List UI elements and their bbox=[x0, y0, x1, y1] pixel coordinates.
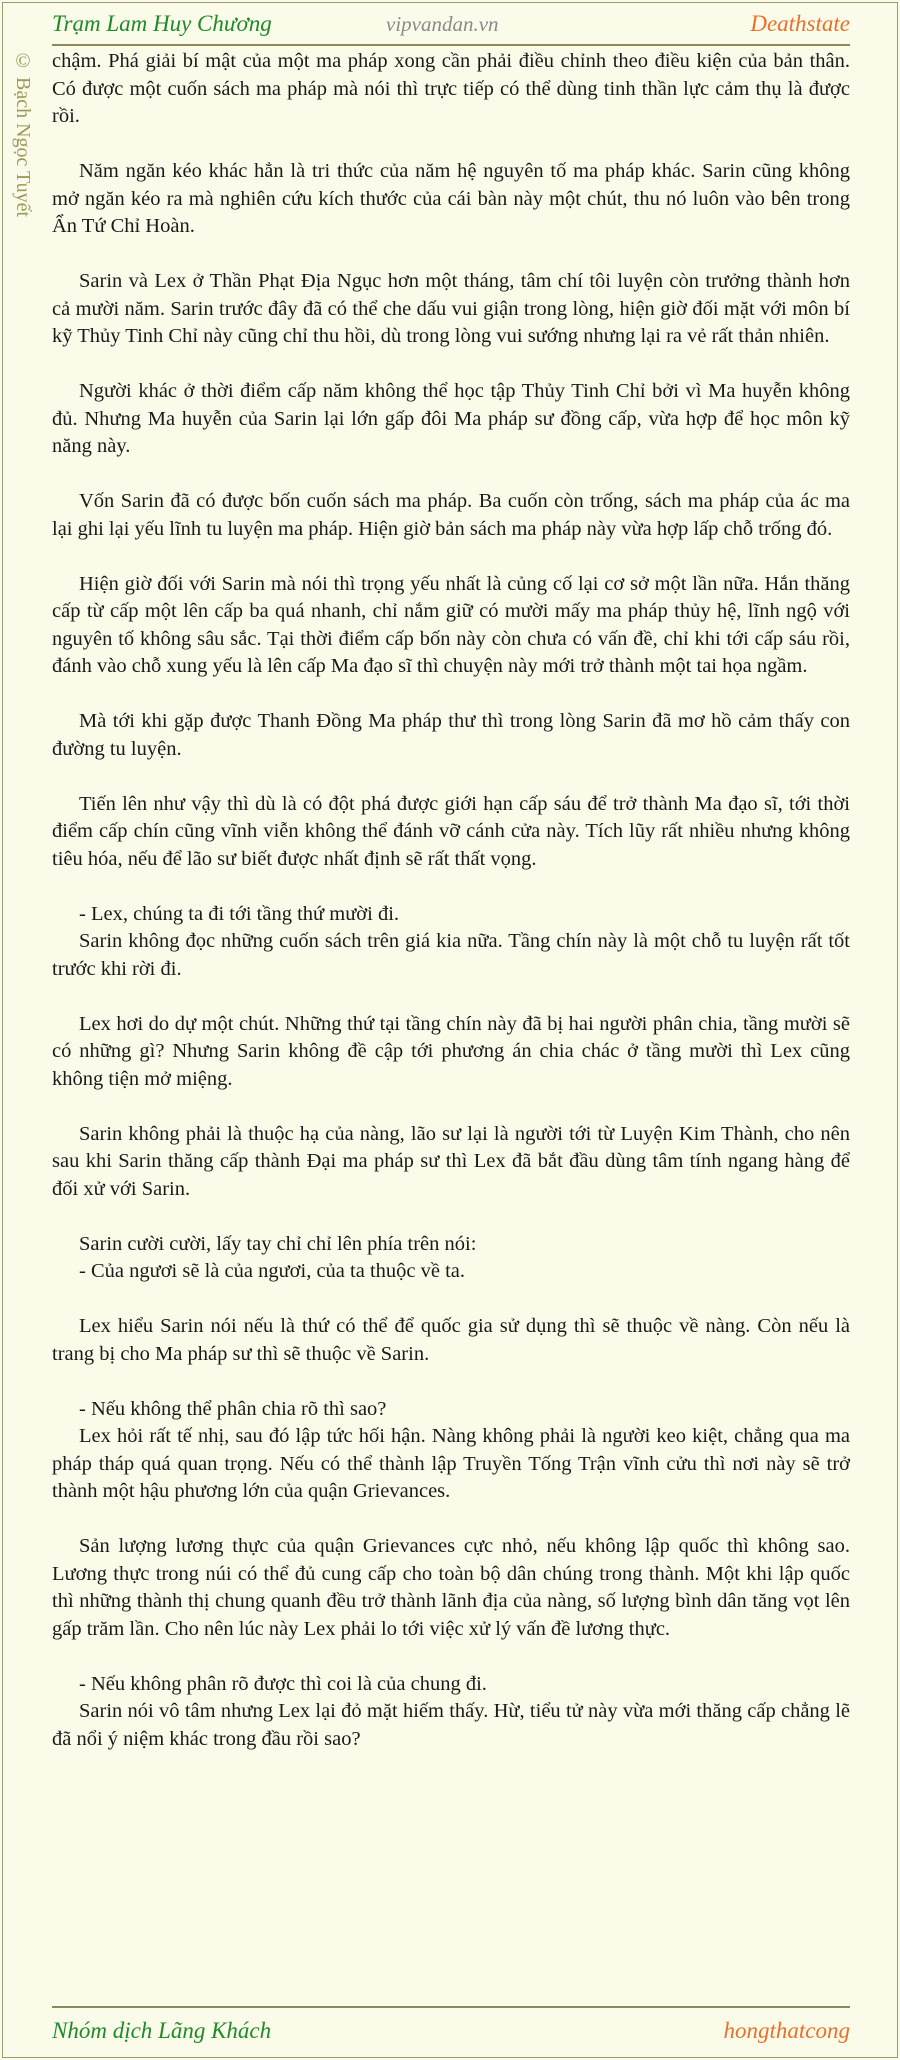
header-site-url[interactable]: vipvandan.vn bbox=[386, 12, 499, 36]
paragraph: Lex hiểu Sarin nói nếu là thứ có thể để quốc gia sử dụng thì sẽ thuộc về nàng. Còn nếu là trang bị cho Ma pháp sư thì sẽ thuộc về Sarin. bbox=[52, 1315, 850, 1365]
header-author: Deathstate bbox=[750, 11, 850, 36]
paragraph: Sarin nói vô tâm nhưng Lex lại đỏ mặt hiếm thấy. Hừ, tiểu tử này vừa mới thăng cấp chẳng lẽ đã nổi ý niệm khác trong đầu rồi sao? bbox=[52, 1700, 850, 1750]
paragraph: Lex hỏi rất tế nhị, sau đó lập tức hối hận. Nàng không phải là người keo kiệt, chẳng qua ma pháp tháp quá quan trọng. Nếu có thể thành lập Truyền Tống Trận vĩnh cửu thì nơi này sẽ trở thành một hậu phương lớn của quận Grievances. bbox=[52, 1425, 850, 1502]
paragraph: Sản lượng lương thực của quận Grievances cực nhỏ, nếu không lập quốc thì không sao. Lương thực trong núi có thể đủ cung cấp cho toàn bộ dân chúng trong thành. Một khi lập quốc thì những thành thị chung quanh đều trở thành lãnh địa của nàng, số lượng bình dân tăng vọt lên gấp trăm lần. Cho nên lúc này Lex phải lo tới việc xử lý vấn đề lương thực. bbox=[52, 1535, 850, 1640]
footer-translation-group: Nhóm dịch Lãng Khách bbox=[52, 2018, 272, 2043]
chapter-text bbox=[52, 48, 850, 1753]
paragraph: chậm. Phá giải bí mật của một ma pháp xong cần phải điều chỉnh theo điều kiện của bản thân. Có được một cuốn sách ma pháp mà nói thì trực tiếp có thể dùng tinh thần lực cảm thụ là được rồi. bbox=[52, 50, 850, 127]
paragraph: Năm ngăn kéo khác hẳn là tri thức của năm hệ nguyên tố ma pháp khác. Sarin cũng không mở ngăn kéo ra mà nghiên cứu kích thước của cái bàn này một chút, thu nó luôn vào bên trong Ẩn Tứ Chỉ Hoàn. bbox=[52, 160, 850, 237]
paragraph: Vốn Sarin đã có được bốn cuốn sách ma pháp. Ba cuốn còn trống, sách ma pháp của ác ma lại ghi lại yếu lĩnh tu luyện ma pháp. Hiện giờ bản sách ma pháp này vừa hợp lấp chỗ trống đó. bbox=[52, 490, 850, 540]
dialogue-line: - Lex, chúng ta đi tới tầng thứ mười đi. bbox=[79, 902, 400, 925]
paragraph: Sarin không đọc những cuốn sách trên giá kia nữa. Tầng chín này là một chỗ tu luyện rất tốt trước khi rời đi. bbox=[52, 930, 850, 980]
dialogue-line: - Nếu không thể phân chia rõ thì sao? bbox=[79, 1397, 387, 1420]
dialogue-line: - Của ngươi sẽ là của ngươi, của ta thuộc về ta. bbox=[79, 1260, 466, 1282]
paragraph: Mà tới khi gặp được Thanh Đồng Ma pháp thư thì trong lòng Sarin đã mơ hồ cảm thấy con đường tu luyện. bbox=[52, 710, 850, 760]
side-copyright-credit: © Bạch Ngọc Tuyết bbox=[12, 50, 34, 217]
paragraph: Tiến lên như vậy thì dù là có đột phá được giới hạn cấp sáu để trở thành Ma đạo sĩ, tới thời điểm cấp chín cũng vĩnh viễn không thể đánh vỡ cánh cửa này. Tích lũy rất nhiều nhưng không tiêu hóa, nếu để lão sư biết được nhất định sẽ rất thất vọng. bbox=[52, 792, 850, 870]
page-header bbox=[52, 4, 850, 46]
header-site-title: Trạm Lam Huy Chương bbox=[52, 11, 272, 36]
paragraph: Sarin cười cười, lấy tay chỉ chỉ lên phía trên nói: bbox=[79, 1232, 477, 1255]
footer-source: hongthatcong bbox=[723, 2018, 850, 2043]
page-footer bbox=[52, 2006, 850, 2048]
paragraph: Sarin không phải là thuộc hạ của nàng, lão sư lại là người tới từ Luyện Kim Thành, cho nên sau khi Sarin thăng cấp thành Đại ma pháp sư thì Lex đã bắt đầu dùng tâm tính ngang hàng để đối xử với Sarin. bbox=[52, 1122, 850, 1200]
dialogue-line: - Nếu không phân rõ được thì coi là của chung đi. bbox=[79, 1672, 487, 1695]
paragraph: Người khác ở thời điểm cấp năm không thể học tập Thủy Tinh Chỉ bởi vì Ma huyễn không đủ. Nhưng Ma huyễn của Sarin lại lớn gấp đôi Ma pháp sư đồng cấp, vừa hợp để học môn kỹ năng này. bbox=[52, 380, 850, 457]
paragraph: Sarin và Lex ở Thần Phạt Địa Ngục hơn một tháng, tâm chí tôi luyện còn trưởng thành hơn cả mười năm. Sarin trước đây đã có thể che dấu vui giận trong lòng, hiện giờ đối mặt với môn bí kỹ Thủy Tinh Chỉ này cũng chỉ thu hồi, dù trong lòng vui sướng nhưng lại ra vẻ rất thản nhiên. bbox=[52, 270, 850, 347]
paragraph: Lex hơi do dự một chút. Những thứ tại tầng chín này đã bị hai người phân chia, tầng mười sẽ có những gì? Nhưng Sarin không đề cập tới phương án chia chác ở tầng mười thì Lex cũng không tiện mở miệng. bbox=[52, 1012, 850, 1090]
paragraph: Hiện giờ đối với Sarin mà nói thì trọng yếu nhất là củng cố lại cơ sở một lần nữa. Hắn thăng cấp từ cấp một lên cấp ba quá nhanh, chỉ nắm giữ có mười mấy ma pháp thủy hệ, lĩnh ngộ với nguyên tố không sâu sắc. Tại thời điểm cấp bốn này còn chưa có vấn đề, chỉ khi tới cấp sáu rồi, đánh vào chỗ xung yếu là lên cấp Ma đạo sĩ thì chuyện này mới trở thành một tai họa ngầm. bbox=[52, 572, 850, 677]
